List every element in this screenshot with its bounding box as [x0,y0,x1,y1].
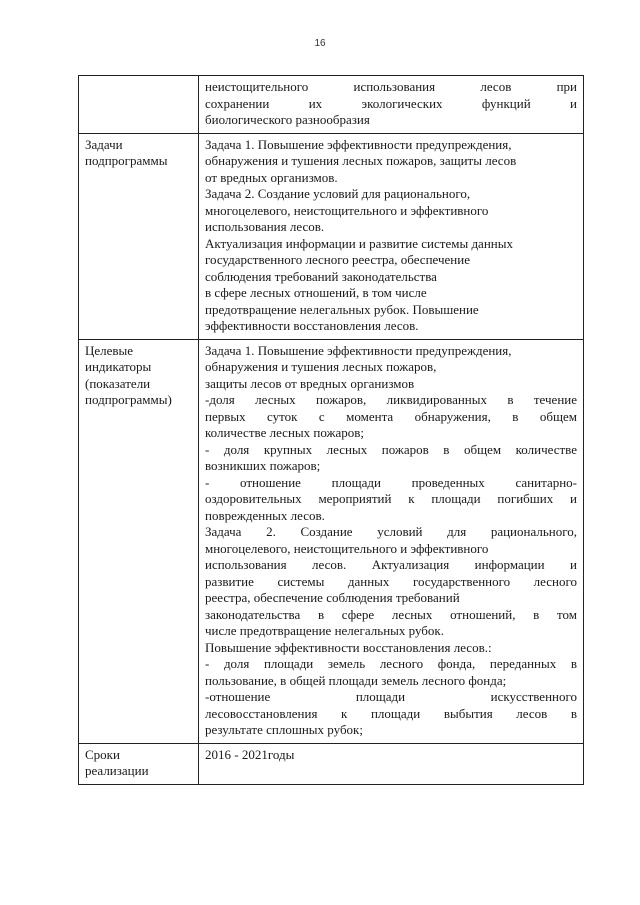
content-line: поврежденных лесов. [205,507,325,523]
content-line: реестра, обеспечение соблюдения требований [205,590,460,605]
content-line: защиты лесов от вредных организмов [205,375,415,391]
page-number: 16 [314,38,326,49]
content-line: сохранении их экологических функций и [205,95,577,111]
row-label-line: (показатели [85,375,151,391]
content-line: -доля лесных пожаров, ликвидированных в течение [205,392,577,407]
content-line: - доля площади земель лесного фонда, переданных в [205,656,577,671]
row-label-cell [79,743,199,784]
passport-table [78,75,584,785]
content-line: соблюдения требований законодательства [205,268,437,284]
row-label-cell [79,339,199,743]
content-line: Актуализация информации и развитие системы данных [205,235,513,251]
content-line: первых суток с момента обнаружения, в общем [205,408,577,424]
content-line: числе предотвращение нелегальных рубок. [205,623,444,638]
content-line: количестве лесных пожаров; [205,425,365,440]
content-line: предотвращение нелегальных рубок. Повышение [205,301,479,317]
row-label-line: Задачи [85,136,123,152]
content-line: неистощительного использования лесов при [205,79,577,94]
row-content-cell [199,76,584,134]
content-line: оздоровительных мероприятий к площади погибших и [205,491,577,506]
content-line: Задача 1. Повышение эффективности предупреждения, [205,342,512,358]
content-line: 2016 - 2021годы [205,746,295,762]
content-line: - доля крупных лесных пожаров в общем количестве [205,441,577,457]
content-line: Задача 2. Создание условий для рационального, [205,186,471,201]
content-line: многоцелевого, неистощительного и эффективного [205,202,489,218]
content-line: государственного лесного реестра, обеспечение [205,252,470,267]
row-content-cell [199,743,584,784]
table-row [79,743,584,784]
content-line: использования лесов. [205,219,325,234]
content-line: многоцелевого, неистощительного и эффективного [205,540,489,556]
content-line: Задача 1. Повышение эффективности предупреждения, [205,136,512,152]
table-row [79,133,584,339]
row-label-line: индикаторы [85,359,152,374]
row-content-cell [199,339,584,743]
row-label-line: реализации [85,763,149,778]
content-line: - отношение площади проведенных санитарно- [205,474,577,490]
content-line: возникших пожаров; [205,458,321,473]
content-line: эффективности восстановления лесов. [205,318,419,333]
content-line: в сфере лесных отношений, в том числе [205,285,427,300]
content-line: Задача 2. Создание условий для рационального, [205,524,577,539]
content-line: -отношение площади искусственного [205,689,577,704]
content-line: обнаружения и тушения лесных пожаров, [205,359,437,374]
row-label-line: Целевые [85,342,134,358]
row-content-cell [199,133,584,339]
row-label-line: подпрограммы) [85,392,172,407]
content-line: результате сплошных рубок; [205,722,363,737]
table-row [79,76,584,134]
content-line: Повышение эффективности восстановления лесов.: [205,639,492,655]
table-row [79,339,584,743]
row-label-cell [79,133,199,339]
content-line: лесовосстановления к площади выбытия лесов в [205,705,577,721]
content-line: от вредных организмов. [205,169,338,185]
content-line: использования лесов. Актуализация информации и [205,557,577,572]
row-label-line: подпрограммы [85,153,168,168]
content-line: развитие системы данных государственного лесного [205,573,577,589]
content-line: обнаружения и тушения лесных пожаров, защиты лесов [205,153,517,168]
row-label-cell [79,76,199,134]
content-line: биологического разнообразия [205,112,370,127]
content-line: законодательства в сфере лесных отношений, в том [205,606,577,622]
content-line: пользование, в общей площади земель лесного фонда; [205,672,507,688]
row-label-line: Сроки [85,746,120,762]
